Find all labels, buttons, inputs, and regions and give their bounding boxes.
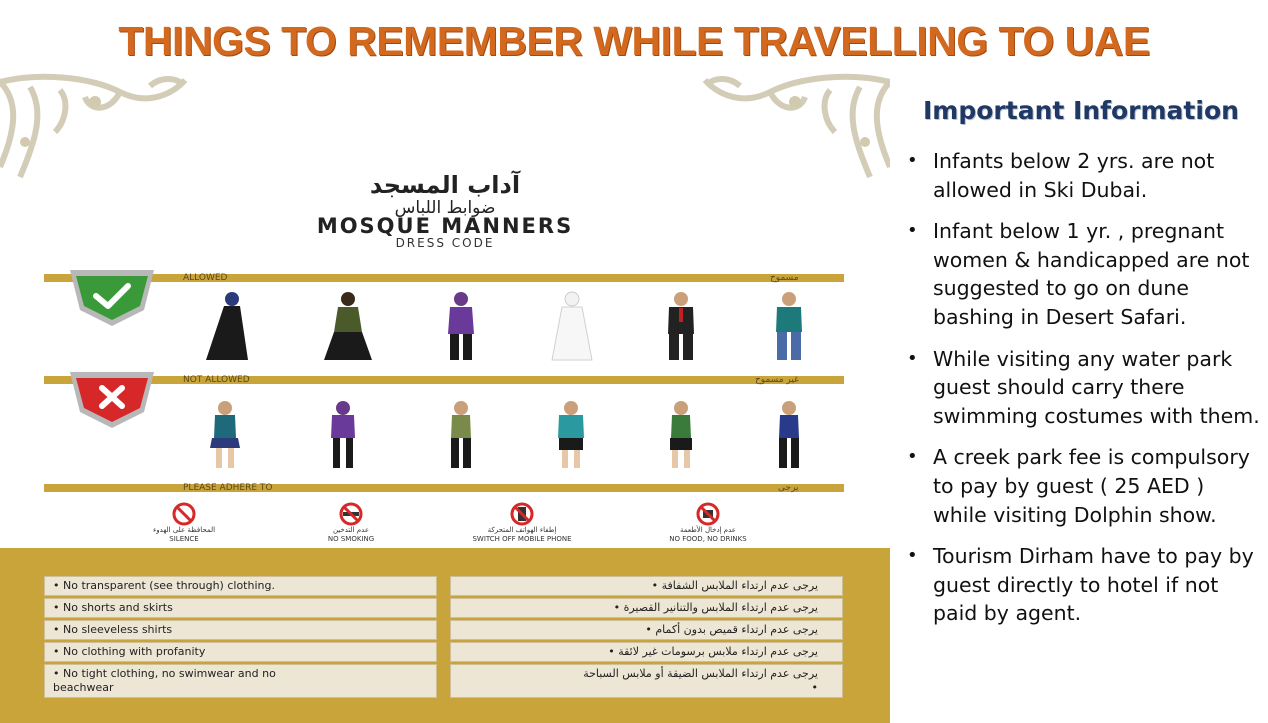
info-title: Important Information	[923, 96, 1239, 125]
figure-not-allowed-skirt-icon	[200, 400, 250, 470]
info-item-text: Infants below 2 yrs. are not allowed in Ski Dubai.	[933, 149, 1215, 202]
silence-sign-icon	[166, 502, 202, 526]
sign-silence-en: SILENCE	[169, 535, 199, 543]
sign-phone-en: SWITCH OFF MOBILE PHONE	[472, 535, 572, 543]
info-item-text: A creek park fee is compulsory to pay by guest ( 25 AED ) while visiting Dolphin show.	[933, 445, 1250, 527]
rules-panel	[0, 548, 890, 723]
rule-ar-4: يرجى عدم ارتداء ملابس برسومات غير لائقة •	[450, 642, 843, 662]
rule-en-5: • No tight clothing, no swimwear and no beachwear	[44, 664, 437, 698]
info-item	[905, 542, 1260, 628]
figure-not-allowed-sleeveless-icon	[436, 400, 486, 470]
no-smoking-sign-icon	[333, 502, 369, 526]
slide-title: THINGS TO REMEMBER WHILE TRAVELLING TO UAE	[118, 18, 1150, 64]
rule-ar-1: يرجى عدم ارتداء الملابس الشفافة •	[450, 576, 843, 596]
adhere-label-ar: يرجى	[778, 483, 799, 493]
check-badge-icon	[64, 268, 160, 328]
sign-no-smoking-ar: عدم التدخين	[332, 526, 370, 534]
bullet-icon: •	[907, 220, 918, 242]
no-food-sign-icon	[690, 502, 726, 526]
cross-badge-icon	[64, 370, 160, 430]
not-allowed-bar	[44, 376, 844, 384]
info-item	[905, 147, 1260, 204]
rule-ar-3: يرجى عدم ارتداء قميص بدون أكمام •	[450, 620, 843, 640]
allowed-bar	[44, 274, 844, 282]
info-item	[905, 217, 1260, 331]
heading-arabic-2: ضوابط اللباس	[394, 198, 496, 218]
rule-ar-5: يرجى عدم ارتداء الملابس الضيقة أو ملابس السباحة •	[450, 664, 843, 698]
bullet-icon: •	[907, 545, 918, 567]
figure-not-allowed-shorts-icon	[546, 400, 596, 470]
info-item-text: While visiting any water park guest should carry there swimming costumes with them.	[933, 346, 1260, 428]
bullet-icon: •	[907, 446, 918, 468]
sign-silence-ar: المحافظة على الهدوء	[152, 526, 216, 534]
rule-ar-2: يرجى عدم ارتداء الملابس والتنانير القصيرة •	[450, 598, 843, 618]
sign-phone-ar: إطفاء الهواتف المتحركة	[487, 526, 557, 534]
info-item-text: Tourism Dirham have to pay by guest directly to hotel if not paid by agent.	[933, 544, 1254, 626]
rule-en-3: • No sleeveless shirts	[44, 620, 437, 640]
bullet-icon: •	[907, 150, 918, 171]
figure-not-allowed-tight-icon	[318, 400, 368, 470]
sign-food-en: NO FOOD, NO DRINKS	[669, 535, 747, 543]
heading-dress-code: DRESS CODE	[395, 236, 495, 250]
figure-allowed-woman-green-icon	[318, 290, 378, 365]
info-list	[905, 147, 1260, 628]
rule-en-4: • No clothing with profanity	[44, 642, 437, 662]
sign-no-smoking-en: NO SMOKING	[327, 535, 375, 543]
figure-allowed-woman-purple-icon	[436, 290, 486, 365]
allowed-label-ar: مسموح	[770, 273, 799, 283]
sign-food-ar: عدم إدخال الأطعمة	[680, 526, 736, 534]
figure-not-allowed-vest-icon	[764, 400, 814, 470]
mosque-manners-poster	[0, 72, 890, 723]
info-item-text: Infant below 1 yr. , pregnant women & handicapped are not suggested to go on dune bashing in Desert Safari.	[933, 219, 1250, 329]
heading-arabic	[0, 172, 890, 218]
not-allowed-label-ar: غير مسموح	[755, 375, 799, 385]
heading-mosque-manners: MOSQUE MANNERS	[316, 214, 574, 238]
allowed-label: ALLOWED	[183, 273, 228, 283]
figure-allowed-abaya-icon	[200, 290, 260, 365]
info-item	[905, 443, 1260, 529]
adhere-bar	[44, 484, 844, 492]
adhere-label: PLEASE ADHERE TO	[183, 483, 273, 493]
info-item	[905, 345, 1260, 431]
no-phone-sign-icon	[504, 502, 540, 526]
important-information	[905, 96, 1260, 641]
rule-en-1: • No transparent (see through) clothing.	[44, 576, 437, 596]
rule-en-2: • No shorts and skirts	[44, 598, 437, 618]
figure-allowed-suit-icon	[656, 290, 706, 365]
bullet-icon: •	[907, 347, 918, 369]
figure-not-allowed-tank-icon	[656, 400, 706, 470]
heading-arabic-1: آداب المسجد	[369, 171, 521, 199]
figure-allowed-casual-icon	[764, 290, 814, 365]
not-allowed-label: NOT ALLOWED	[183, 375, 250, 385]
figure-allowed-kandura-icon	[542, 290, 602, 365]
